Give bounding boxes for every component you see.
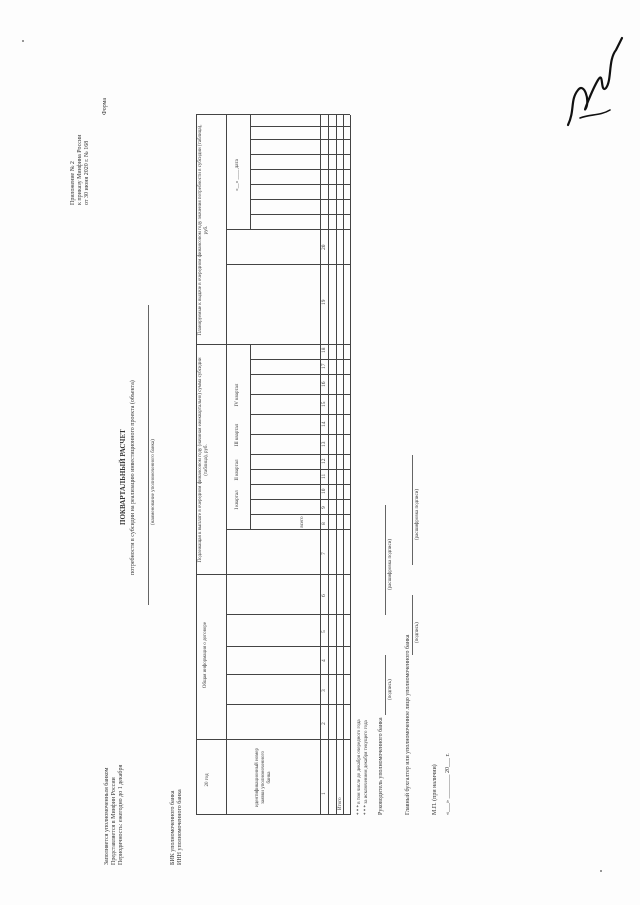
appendix-3: от 30 июня 2020 г. № 168	[84, 140, 90, 205]
head-signature-label: Руководитель уполномоченного банка	[378, 717, 384, 815]
column-number: 20	[321, 244, 327, 250]
column-number: 5	[321, 630, 327, 633]
decoding-hint-1: (расшифровка подписи)	[388, 538, 393, 590]
q1-label: I квартал	[235, 490, 240, 510]
signature-hint-2: (подпись)	[415, 622, 420, 643]
date-line: «___» ________ 20___ г.	[445, 753, 451, 815]
left-note-1: Заполняется уполномоченным банком	[104, 767, 110, 865]
column-number: 18	[321, 347, 327, 353]
column-number: 3	[321, 689, 327, 692]
appendix-1: Приложение № 2	[70, 161, 76, 205]
signature-hint-1: (подпись)	[388, 679, 393, 700]
col-subsidy: Подлежащая к выплате в очередном финансовом году (начиная ежеквартально) сумма субсидии (таблица), руб.	[198, 357, 209, 563]
column-number: 7	[321, 552, 327, 555]
total-row: Итого	[338, 797, 343, 810]
chief-accountant-label: Главный бухгалтер или уполномоченное лицо уполномоченного банка	[405, 634, 411, 815]
page-title: ПОКВАРТАЛЬНЫЙ РАСЧЕТ	[119, 429, 127, 525]
column-number: 8	[321, 522, 327, 525]
col-id: идентификационный номер заявки уполномоченного банка	[255, 748, 272, 807]
date-label: «__» ____ дата	[235, 159, 240, 191]
stamp-label: М.П. (при наличии)	[432, 764, 438, 815]
column-number: 15	[321, 401, 327, 407]
column-number: 2	[321, 722, 327, 725]
column-number: 17	[321, 363, 327, 369]
q2-label: II квартал	[235, 459, 240, 481]
footnote-1: * * * в том числе до декабря очередного года	[357, 719, 362, 815]
bik-label: БИК уполномоченного банка	[170, 790, 176, 865]
col-year: 20 год	[205, 773, 210, 787]
column-number: 9	[321, 506, 327, 509]
column-number: 11	[321, 473, 327, 479]
column-number: 12	[321, 458, 327, 464]
column-number: 13	[321, 441, 327, 447]
q3-label: III квартал	[235, 423, 240, 447]
col-info: Общая информация о договоре	[203, 621, 208, 689]
bank-hint: (наименование уполномоченного банка)	[151, 439, 156, 525]
column-number: 19	[321, 299, 327, 305]
form-label: Форма	[102, 97, 108, 115]
column-number: 14	[321, 421, 327, 427]
page-subtitle: потребности в субсидии на реализацию инвестиционного проекта (объекта)	[130, 380, 136, 575]
col-plan: Планируемые к выдаче в очередном финансовом году значения потребности в субсидии (таблица), руб.	[198, 124, 209, 336]
left-note-2: Представляется в Минфин России	[111, 777, 117, 865]
column-number: 4	[321, 659, 327, 662]
appendix-2: к приказу Минфина России	[77, 134, 83, 205]
decoding-hint-2: (расшифровка подписи)	[415, 488, 420, 540]
column-number: 6	[321, 594, 327, 597]
left-note-3: Периодичность: ежегодно до 1 декабря	[118, 764, 124, 865]
column-number: 1	[321, 792, 327, 795]
footnote-2: * * * за исключением декабря текущего года	[364, 720, 369, 815]
col-total: всего	[300, 516, 305, 528]
column-number: 10	[321, 488, 327, 494]
q4-label: IV квартал	[235, 383, 240, 407]
inn-label: ИНН уполномоченного банка	[177, 789, 183, 865]
column-number: 16	[321, 381, 327, 387]
